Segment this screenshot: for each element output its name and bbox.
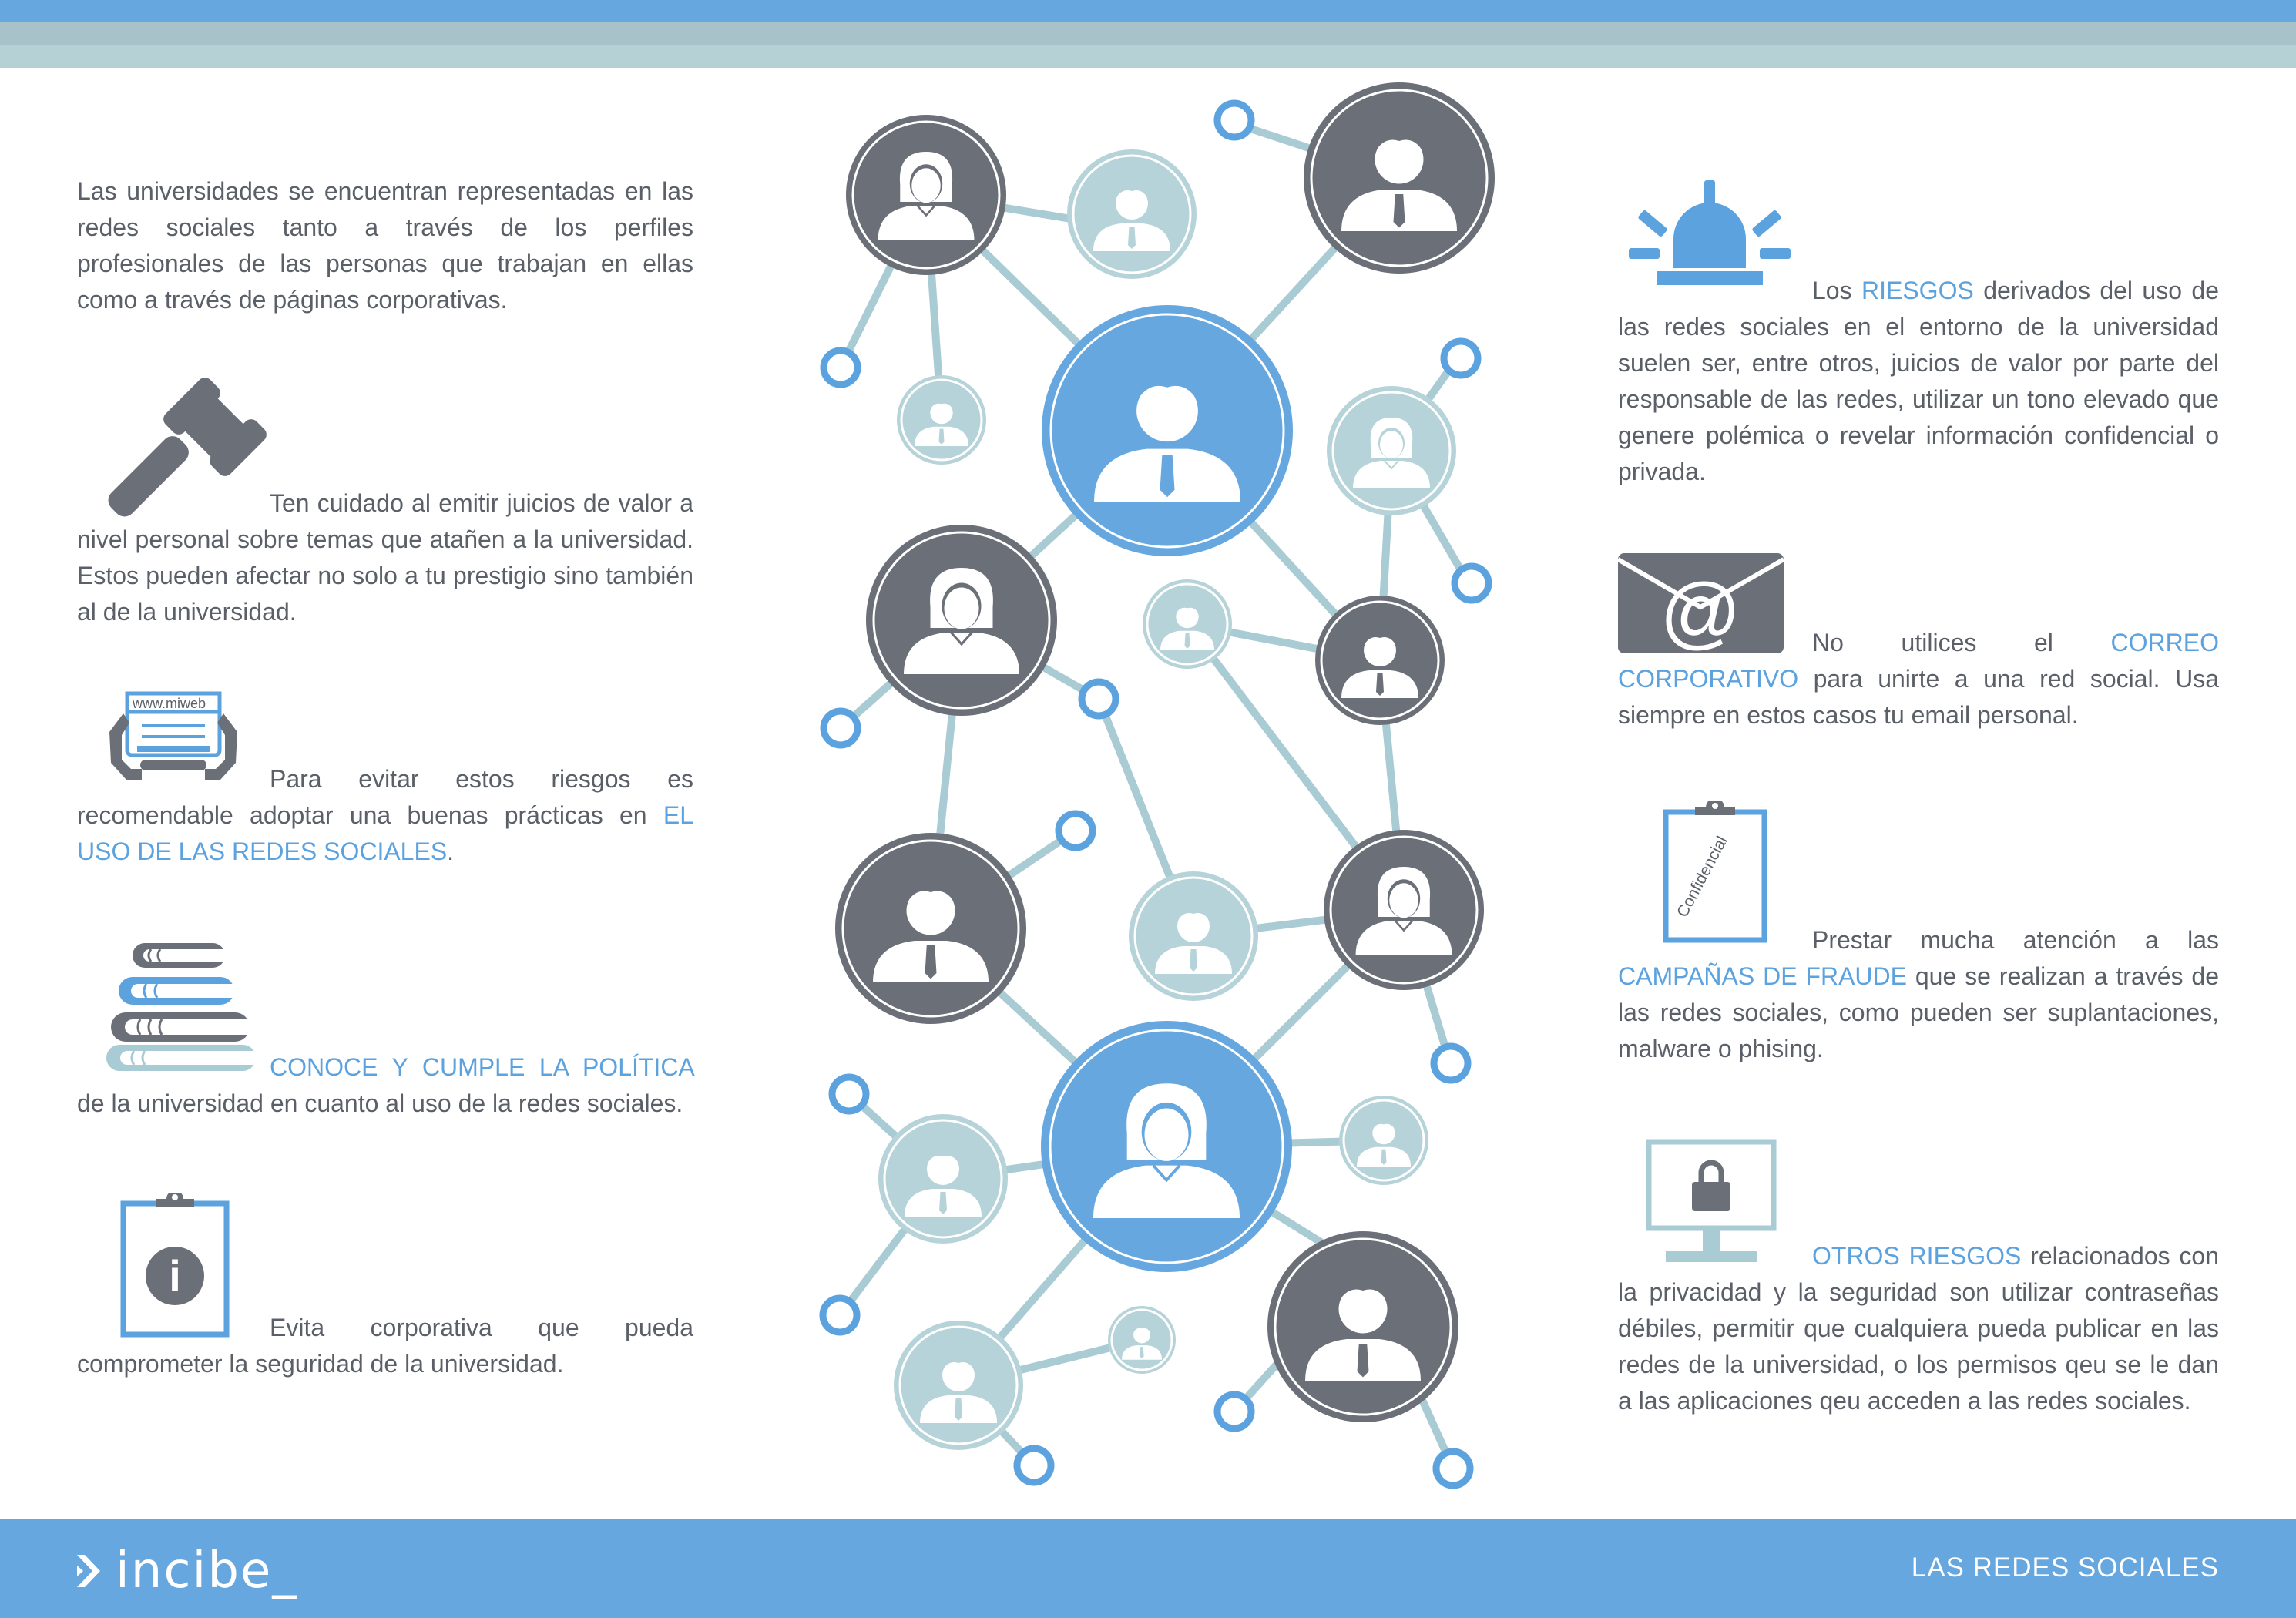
network-node-light-9 bbox=[1108, 1306, 1176, 1374]
fraud-paragraph bbox=[1618, 922, 2219, 1067]
policy-paragraph bbox=[77, 1049, 693, 1122]
intro-paragraph: Las universidades se encuentran representadas en las redes sociales tanto a través de los perfiles profesionales de las personas que trabajan en ellas como a través de páginas corporativas. bbox=[77, 177, 693, 314]
good-practices-highlight: EL USO DE LAS REDES SOCIALES bbox=[77, 801, 693, 865]
network-node-dark-5 bbox=[835, 833, 1026, 1024]
network-node-large-blue-1 bbox=[1042, 305, 1293, 556]
email-at-symbol: @ bbox=[1660, 568, 1741, 653]
value-judgement-text: Ten cuidado al emitir juicios de valor a nivel personal sobre temas que atañen a la universidad. Estos pueden afectar no solo a tu prestigio sino también al de la universidad. bbox=[77, 489, 693, 626]
network-node-light-3 bbox=[1327, 386, 1456, 515]
web-icon-label: www.miweb bbox=[133, 696, 206, 711]
info-symbol: i bbox=[169, 1251, 181, 1300]
incibe-logo bbox=[74, 1544, 298, 1598]
security-text: Evita corporativa que pueda comprometer la seguridad de la universidad. bbox=[77, 1314, 693, 1378]
incibe-logo-mark-icon bbox=[74, 1552, 105, 1590]
network-node-dark-3 bbox=[866, 525, 1057, 716]
risks-highlight: RIESGOS bbox=[1861, 277, 1974, 304]
corporate-email-paragraph bbox=[1618, 625, 2219, 733]
fraud-text-start: Prestar mucha atención a las bbox=[1812, 926, 2219, 954]
value-judgement-paragraph bbox=[77, 485, 693, 630]
corporate-email-text: para unirte a una red social. Usa siempre en estos casos tu email personal. bbox=[1618, 665, 2219, 729]
good-practices-end: . bbox=[447, 838, 455, 865]
network-node-light-7 bbox=[878, 1114, 1008, 1244]
alarm-siren-icon bbox=[1629, 179, 1791, 287]
other-risks-text: relacionados con la privacidad y la seguridad son utilizar contraseñas débiles, permitir que cualquiera pueda publicar en las redes de la universidad, o los permisos qeu se le dan a las aplicaciones qeu acceden a las redes sociales. bbox=[1618, 1242, 2220, 1415]
fraud-highlight: CAMPAÑAS DE FRAUDE bbox=[1618, 962, 1907, 990]
network-node-light-6 bbox=[1339, 1096, 1428, 1185]
incibe-logo-text: incibe_ bbox=[116, 1542, 299, 1600]
network-node-light-5 bbox=[1129, 871, 1258, 1001]
network-node-dark-6 bbox=[1324, 830, 1484, 990]
network-node-dark-1 bbox=[846, 115, 1006, 275]
security-paragraph bbox=[77, 1310, 693, 1382]
network-node-light-4 bbox=[1143, 579, 1232, 669]
policy-text: de la universidad en cuanto al uso de la redes sociales. bbox=[77, 1089, 683, 1117]
other-risks-paragraph bbox=[1618, 1238, 2219, 1419]
corporate-email-text-start: No utilices el bbox=[1812, 629, 2111, 656]
good-practices-text: Para evitar estos riesgos es recomendable adoptar una buenas prácticas en bbox=[77, 765, 693, 829]
clipboard-confidential-label: Confidencial bbox=[1673, 833, 1731, 921]
corporate-email-highlight: CORREO CORPORATIVO bbox=[1618, 629, 2219, 693]
risks-text-start: Los bbox=[1812, 277, 1861, 304]
network-node-light-2 bbox=[897, 375, 986, 465]
footer-title: LAS REDES SOCIALES bbox=[1911, 1553, 2219, 1583]
policy-highlight: CONOCE Y CUMPLE LA POLÍTICA bbox=[270, 1053, 693, 1081]
risks-text: derivados del uso de las redes sociales en el entorno de la universidad suelen ser, entre otros, juicios de valor por parte del responsable de las redes, utilizar un tono elevado que genere polémica o revelar información confidencial o privada. bbox=[1618, 277, 2219, 485]
fraud-text: que se realizan a través de las redes sociales, como pueden ser suplantaciones, malware o phising. bbox=[1618, 962, 2220, 1062]
network-node-large-blue-2 bbox=[1041, 1021, 1292, 1272]
network-node-light-1 bbox=[1067, 149, 1197, 279]
other-risks-highlight: OTROS RIESGOS bbox=[1812, 1242, 2022, 1270]
good-practices-paragraph bbox=[77, 761, 693, 870]
network-node-light-8 bbox=[894, 1321, 1023, 1450]
risks-paragraph bbox=[1618, 273, 2219, 490]
network-node-dark-4 bbox=[1315, 596, 1445, 725]
network-node-dark-7 bbox=[1267, 1231, 1458, 1422]
network-node-dark-2 bbox=[1304, 82, 1495, 274]
